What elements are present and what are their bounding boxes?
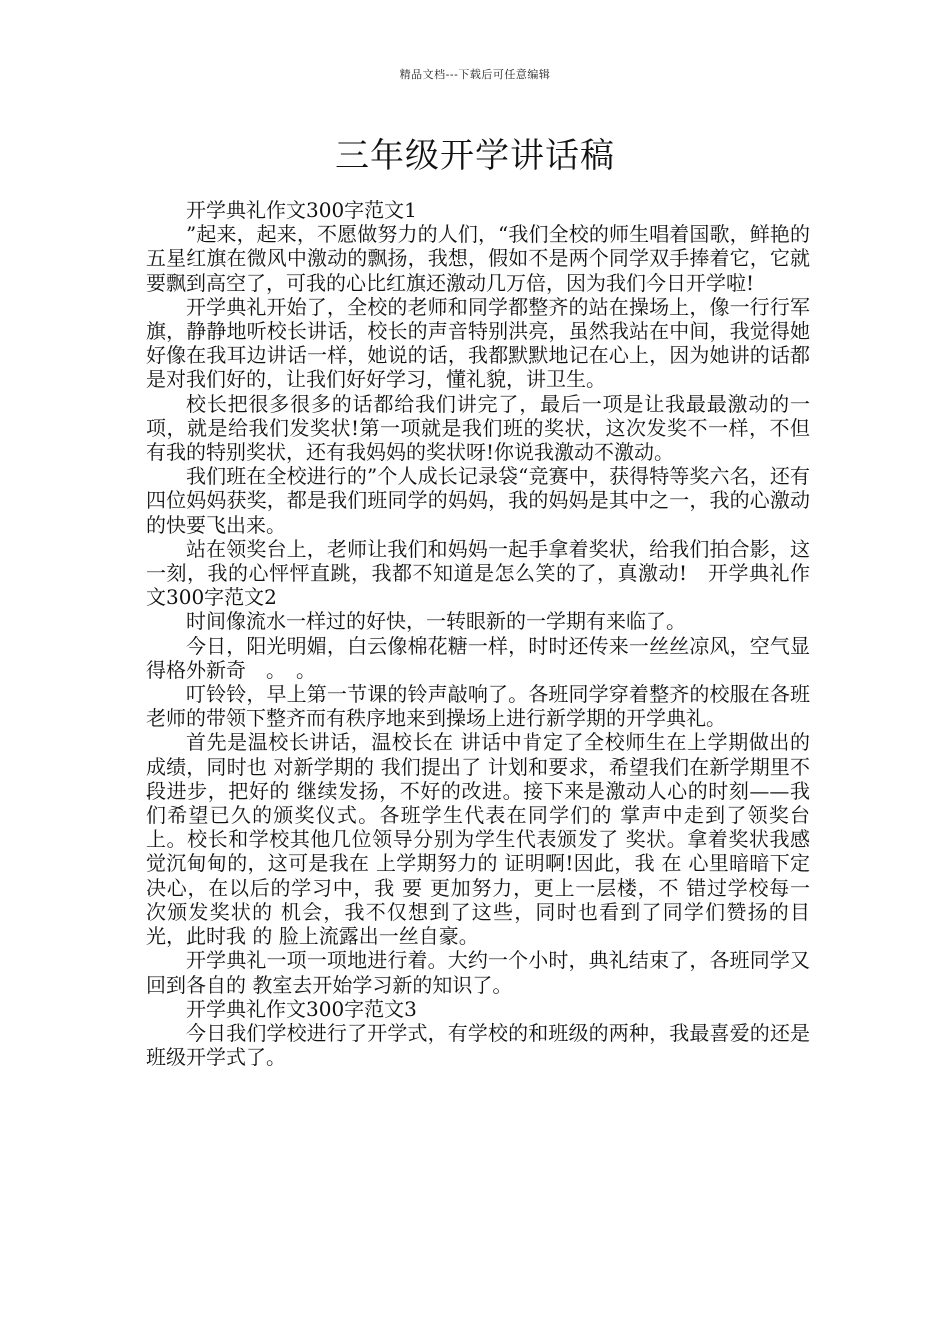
paragraph: 首先是温校长讲话，温校长在 讲话中肯定了全校师生在上学期做出的成绩，同时也 对新学期的 我们提出了 计划和要求，希望我们在新学期里不段进步，把好的 继续发扬，不好的改进。接下来是激动人心的时刻——我们希望已久的颁奖仪式。各班学生代表在同学们的 掌声中走到了领奖台上。校长和学校其他几位领导分别为学生代表颁发了 奖状。拿着奖状我感觉沉甸甸的，这可是我在 上学期努力的 证明啊!因此，我 在 心里暗暗下定决心，在以后的学习中，我 要 更加努力，更上一层楼，不 错过学校每一 次颁发奖状的 机会，我不仅想到了这些，同时也看到了同学们赞扬的目光，此时我 的 脸上流露出一丝自豪。 [146,730,810,949]
paragraph: 今日我们学校进行了开学式，有学校的和班级的两种，我最喜爱的还是班级开学式了。 [146,1020,810,1070]
header-note: 精品文档---下载后可任意编辑 [399,68,551,81]
paragraph: 开学典礼一项一项地进行着。大约一个小时，典礼结束了，各班同学又回到各自的 教室去开始学习新的知识了。 [146,948,810,997]
paragraph: 今日，阳光明媚，白云像棉花糖一样，时时还传来一丝丝凉风，空气显得格外新奇 。 。 [146,633,810,682]
paragraph: 开学典礼开始了，全校的老师和同学都整齐的站在操场上，像一行行军旗，静静地听校长讲话，校长的声音特别洪亮，虽然我站在中间，我觉得她好像在我耳边讲话一样，她说的话，我都默默地记在心上，因为她讲的话都是对我们好的，让我们好好学习，懂礼貌，讲卫生。 [146,294,810,392]
paragraph: 叮铃铃，早上第一节课的铃声敲响了。各班同学穿着整齐的校服在各班老师的带领下整齐而有秩序地来到操场上进行新学期的开学典礼。 [146,682,810,731]
paragraph: 时间像流水一样过的好快，一转眼新的一学期有来临了。 [186,609,686,634]
paragraph: 开学典礼作文300字范文1 [186,198,417,222]
paragraph: 校长把很多很多的话都给我们讲完了，最后一项是让我最最激动的一项，就是给我们发奖状!第一项就是我们班的奖状，这次发奖不一样，不但有我的特别奖状，还有我妈妈的奖状呀!你说我激动不激动。 [146,391,810,465]
paragraph: 站在领奖台上，老师让我们和妈妈一起手拿着奖状，给我们拍合影，这一刻，我的心怦怦直跳，我都不知道是怎么笑的了，真激动! 开学典礼作文300字范文2 [146,536,810,610]
document-title: 三年级开学讲话稿 [335,136,615,176]
document-body [146,198,810,1069]
paragraph: 我们班在全校进行的”个人成长记录袋“竞赛中，获得特等奖六名，还有四位妈妈获奖，都是我们班同学的妈妈，我的妈妈是其中之一，我的心激动的快要飞出来。 [146,464,810,537]
paragraph: 开学典礼作文300字范文3 [186,996,417,1021]
paragraph: ”起来，起来，不愿做努力的人们，“我们全校的师生唱着国歌，鲜艳的五星红旗在微风中激动的飘扬，我想，假如不是两个同学双手捧着它，它就要飘到高空了，可我的心比红旗还激动几万倍，因为我们今日开学啦! [146,222,810,295]
